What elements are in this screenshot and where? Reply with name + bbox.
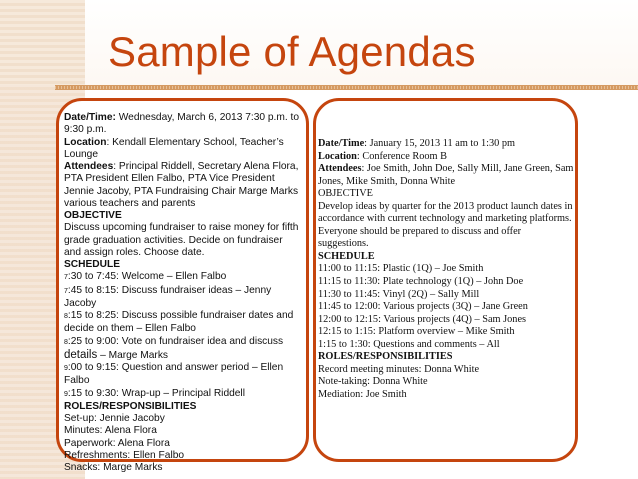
right-role-item: Mediation: Joe Smith xyxy=(318,388,407,400)
right-attendees-label: Attendees xyxy=(318,163,362,175)
left-datetime-line xyxy=(64,112,300,137)
slide-title: Sample of Agendas xyxy=(108,28,476,75)
schedule-text: :30 to 7:45: Welcome – Ellen Falbo xyxy=(67,271,227,283)
schedule-hour: 7 xyxy=(64,274,68,282)
left-location-line xyxy=(64,137,300,162)
header-decorative-stripes xyxy=(0,0,85,85)
left-roles-heading: ROLES/RESPONSIBILITIES xyxy=(64,400,197,412)
right-role-item: Note-taking: Donna White xyxy=(318,376,428,388)
schedule-text: :15 to 8:25: Discuss possible fundraiser dates and decide on them – Ellen Falbo xyxy=(64,310,294,335)
schedule-text: :45 to 8:15: Discuss fundraiser ideas – Jenny Jacoby xyxy=(64,284,272,309)
left-datetime-label: Date/Time: xyxy=(64,112,116,123)
left-schedule-item xyxy=(64,310,300,336)
right-agenda-text xyxy=(318,138,574,401)
left-agenda-text xyxy=(64,112,300,474)
schedule-text: :00 to 9:15: Question and answer period – Ellen Falbo xyxy=(64,362,284,387)
right-schedule-item: 11:45 to 12:00: Various projects (3Q) – Jane Green xyxy=(318,301,528,313)
schedule-hour: 9 xyxy=(64,390,68,398)
right-schedule-item: 11:00 to 11:15: Plastic (1Q) – Joe Smith xyxy=(318,263,484,275)
left-location-value: : Kendall Elementary School, Teacher’s Lounge xyxy=(64,136,284,160)
details-rest: – Marge Marks xyxy=(97,349,169,361)
right-datetime-value: : January 15, 2013 11 am to 1:30 pm xyxy=(364,138,516,149)
right-schedule-item: 11:15 to 11:30: Plate technology (1Q) – John Doe xyxy=(318,276,524,288)
right-datetime-label: Date/Time xyxy=(318,138,365,149)
right-objective-heading: OBJECTIVE xyxy=(318,188,373,200)
right-attendees-line xyxy=(318,163,574,188)
right-role-item: Record meeting minutes: Donna White xyxy=(318,363,480,375)
left-schedule-item xyxy=(64,336,300,349)
schedule-hour: 8 xyxy=(64,338,68,346)
left-schedule-details-line xyxy=(64,349,300,362)
left-schedule-item xyxy=(64,285,300,311)
left-datetime-value: Wednesday, March 6, 2013 7:30 p.m. to 9:30 p.m. xyxy=(64,112,300,136)
left-role-item: Snacks: Marge Marks xyxy=(64,462,163,473)
left-attendees-line xyxy=(64,161,300,210)
left-schedule-item xyxy=(64,271,300,284)
details-word: details xyxy=(64,348,98,361)
schedule-hour: 7 xyxy=(64,287,68,295)
left-attendees-label: Attendees xyxy=(64,161,114,172)
left-role-item: Paperwork: Alena Flora xyxy=(64,437,170,449)
right-schedule-item: 11:30 to 11:45: Vinyl (2Q) – Sally Mill xyxy=(318,288,480,300)
left-role-item: Minutes: Alena Flora xyxy=(64,425,157,437)
left-schedule-item xyxy=(64,388,300,401)
schedule-text: :15 to 9:30: Wrap-up – Principal Riddell xyxy=(67,387,245,399)
right-schedule-item: 12:15 to 1:15: Platform overview – Mike Smith xyxy=(318,326,515,338)
right-schedule-item: 12:00 to 12:15: Various projects (4Q) – Sam Jones xyxy=(318,313,527,325)
left-schedule-heading: SCHEDULE xyxy=(64,259,121,270)
left-role-item: Refreshments: Ellen Falbo xyxy=(64,449,185,461)
left-objective-text: Discuss upcoming fundraiser to raise money for fifth grade graduation activities. Decide on fundraiser and assign roles. Choose date. xyxy=(64,222,299,258)
right-roles-heading: ROLES/RESPONSIBILITIES xyxy=(318,351,453,363)
right-schedule-heading: SCHEDULE xyxy=(318,250,375,262)
schedule-hour: 9 xyxy=(64,365,68,372)
right-objective-text: Develop ideas by quarter for the 2013 product launch dates in accordance with current technology and marketing platforms. Everyone should be prepared to discuss and offer suggestions. xyxy=(318,200,573,250)
left-schedule-item xyxy=(64,362,300,388)
left-location-label: Location xyxy=(64,136,107,148)
right-location-line xyxy=(318,151,574,164)
title-divider-texture xyxy=(55,86,638,89)
right-attendees-value: : Joe Smith, John Doe, Sally Mill, Jane Green, Sam Jones, Mike Smith, Donna White xyxy=(318,163,574,187)
right-schedule-item: 1:15 to 1:30: Questions and comments – All xyxy=(318,338,500,350)
left-role-item: Set-up: Jennie Jacoby xyxy=(64,413,165,424)
schedule-hour: 8 xyxy=(64,313,68,320)
right-location-label: Location xyxy=(318,150,357,162)
left-attendees-value: : Principal Riddell, Secretary Alena Flora, PTA President Ellen Falbo, PTA Vice President Jennie Jacoby, PTA Fundraising Chair Marge Marks various teachers and parents xyxy=(64,161,299,209)
left-objective-heading: OBJECTIVE xyxy=(64,210,122,221)
right-location-value: : Conference Room B xyxy=(356,150,447,162)
schedule-text: :25 to 9:00: Vote on fundraiser idea and discuss xyxy=(67,335,284,347)
right-datetime-line xyxy=(318,138,574,151)
